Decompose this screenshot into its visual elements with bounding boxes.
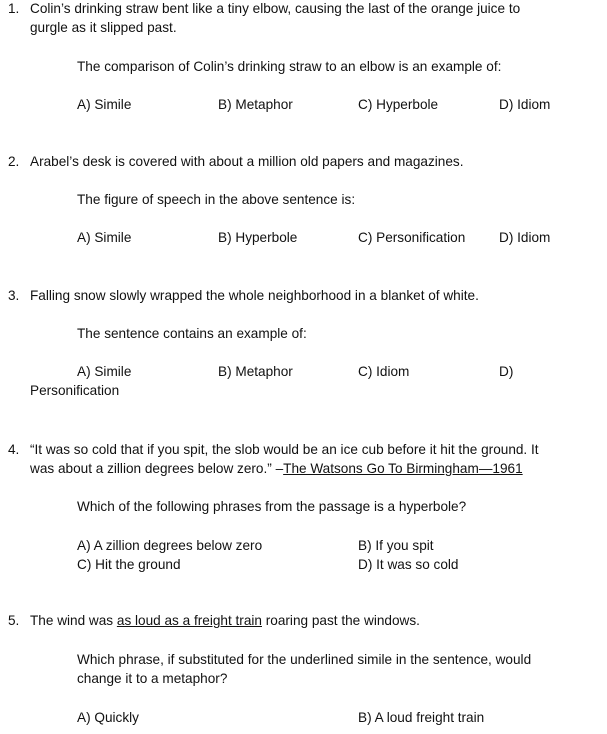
q4-prompt: Which of the following phrases from the passage is a hyperbole? [77, 499, 467, 514]
q3-prompt: The sentence contains an example of: [77, 326, 307, 341]
q3-option-d-cont: Personification [30, 383, 120, 398]
q2-text: Arabel’s desk is covered with about a million old papers and magazines. [30, 154, 464, 169]
q1-option-c: C) Hyperbole [358, 97, 439, 112]
q3-option-d: D) [499, 364, 514, 379]
q1-option-a: A) Simile [77, 97, 132, 112]
q5-prompt: change it to a metaphor? [77, 671, 228, 686]
q3-option-c: C) Idiom [358, 364, 410, 379]
q5-underlined-simile: as loud as a freight train [116, 613, 262, 628]
q2-prompt: The figure of speech in the above sentence is: [77, 192, 356, 207]
q4-option-b: B) If you spit [358, 538, 434, 553]
q4-option-c: C) Hit the ground [77, 557, 181, 572]
q5-number: 5. [8, 613, 20, 628]
q4-option-d: D) It was so cold [358, 557, 459, 572]
q1-prompt: The comparison of Colin’s drinking straw to an elbow is an example of: [77, 59, 502, 74]
q5-option-a: A) Quickly [77, 710, 139, 725]
q3-option-b: B) Metaphor [218, 364, 293, 379]
q5-text-start: The wind was [30, 613, 117, 628]
q1-option-b: B) Metaphor [218, 97, 293, 112]
q2-number: 2. [8, 154, 20, 169]
q4-option-a: A) A zillion degrees below zero [77, 538, 263, 553]
q1-text: Colin’s drinking straw bent like a tiny elbow, causing the last of the orange juice to [30, 1, 521, 16]
q3-option-a: A) Simile [77, 364, 132, 379]
q4-number: 4. [8, 442, 20, 457]
q5-text [30, 612, 420, 630]
q1-option-d: D) Idiom [499, 97, 551, 112]
q4-text: “It was so cold that if you spit, the slob would be an ice cub before it hit the ground. It [30, 442, 539, 457]
q5-prompt: Which phrase, if substituted for the underlined simile in the sentence, would [77, 652, 532, 667]
q2-option-b: B) Hyperbole [218, 230, 298, 245]
q4-text [30, 460, 523, 478]
q2-option-c: C) Personification [358, 230, 466, 245]
q5-text-end: roaring past the windows. [261, 613, 420, 628]
q3-text: Falling snow slowly wrapped the whole neighborhood in a blanket of white. [30, 288, 479, 303]
q4-source: The Watsons Go To Birmingham—1961 [283, 461, 523, 476]
q4-text-end: was about a zillion degrees below zero.” – [30, 461, 284, 476]
q3-number: 3. [8, 288, 20, 303]
q5-option-b: B) A loud freight train [358, 710, 485, 725]
q2-option-d: D) Idiom [499, 230, 551, 245]
q1-number: 1. [8, 1, 20, 16]
q1-text: gurgle as it slipped past. [30, 20, 177, 35]
q2-option-a: A) Simile [77, 230, 132, 245]
